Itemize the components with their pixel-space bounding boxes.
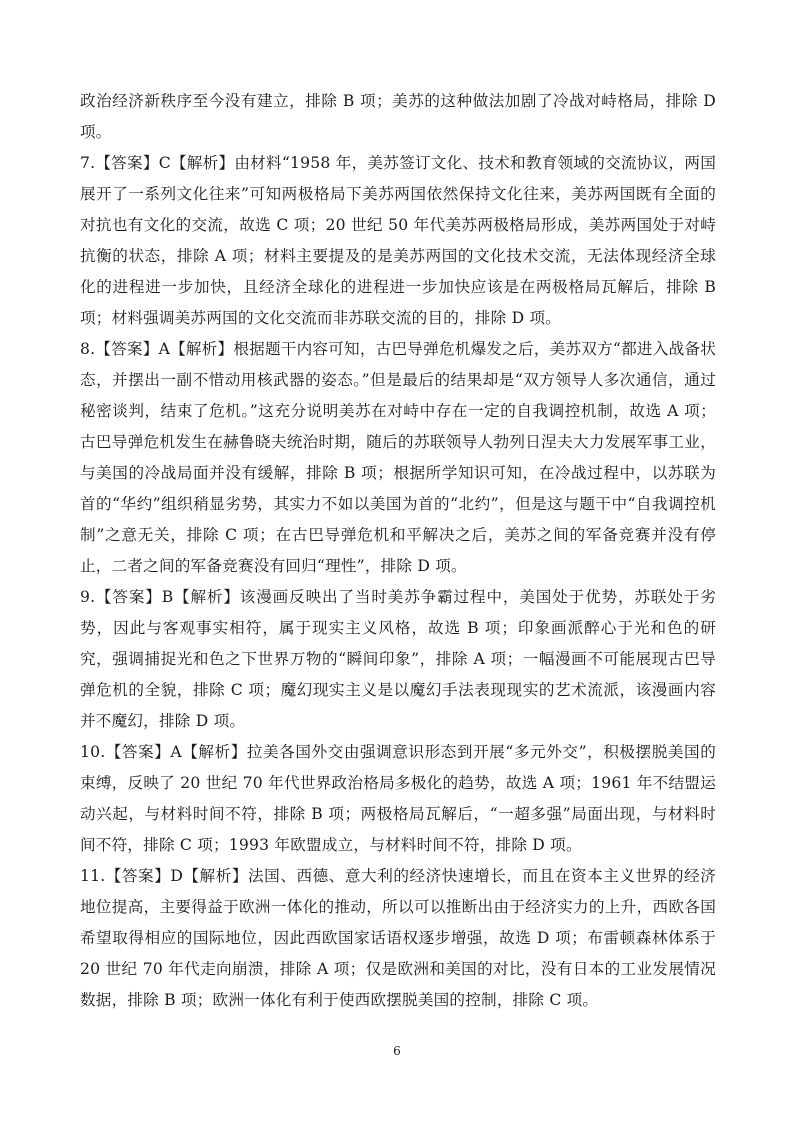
answer-tag: 【答案】A【解析】 [105, 743, 247, 761]
question-number: 11. [80, 867, 106, 885]
question-number: 8. [80, 340, 96, 358]
question-7-explanation [80, 148, 716, 334]
question-11-explanation [80, 861, 716, 1016]
explanation-text: 拉美各国外交由强调意识形态到开展“多元外交”，积极摆脱美国的束缚，反映了 20 世纪 70 年代世界政治格局多极化的趋势，故选 A 项；1961 年不结盟运动兴起，与材料时间不符，排除 B 项；两极格局瓦解后，“一超多强”局面出现，与材料时间不符，排除 C 项；1993 年欧盟成立，与材料时间不符，排除 D 项。 [80, 743, 717, 854]
answer-tag: 【答案】D【解析】 [105, 867, 249, 885]
explanation-text: 根据题干内容可知，古巴导弹危机爆发之后，美苏双方“都进入战备状态，并摆出一副不惜动用核武器的姿态。”但是最后的结果却是“双方领导人多次通信，通过秘密谈判，结束了危机。”这充分说明美苏在对峙中存在一定的自我调控机制，故选 A 项；古巴导弹危机发生在赫鲁晓夫统治时期，随后的苏联领导人勃列日涅夫大力发展军事工业，与美国的冷战局面并没有缓解，排除 B 项；根据所学知识可知，在冷战过程中，以苏联为首的“华约”组织稍显劣势，其实力不如以美国为首的“北约”，但是这与题干中“自我调控机制”之意无关，排除 C 项；在古巴导弹危机和平解决之后，美苏之间的军备竞赛并没有停止，二者之间的军备竞赛没有回归“理性”，排除 D 项。 [80, 340, 716, 575]
question-number: 7. [80, 154, 96, 172]
answer-tag: 【答案】B【解析】 [95, 588, 240, 606]
explanation-text: 由材料“1958 年，美苏签订文化、技术和教育领域的交流协议，两国展开了一系列文化往来”可知两极格局下美苏两国依然保持文化往来，美苏两国既有全面的对抗也有文化的交流，故选 C 项；20 世纪 50 年代美苏两极格局形成，美苏两国处于对峙抗衡的状态，排除 A 项；材料主要提及的是美苏两国的文化技术交流，无法体现经济全球化的进程进一步加快，且经济全球化的进程进一步加快应该是在两极格局瓦解后，排除 B 项；材料强调美苏两国的文化交流而非苏联交流的目的，排除 D 项。 [80, 154, 717, 327]
question-number: 9. [80, 588, 96, 606]
explanation-text: 该漫画反映出了当时美苏争霸过程中，美国处于优势，苏联处于劣势，因此与客观事实相符，属于现实主义风格，故选 B 项；印象画派醉心于光和色的研究，强调捕捉光和色之下世界万物的“瞬间印象”，排除 A 项；一幅漫画不可能展现古巴导弹危机的全貌，排除 C 项；魔幻现实主义是以魔幻手法表现现实的艺术流派，该漫画内容并不魔幻，排除 D 项。 [80, 588, 716, 730]
answer-tag: 【答案】C【解析】 [95, 154, 235, 172]
answer-explanations [80, 86, 716, 1016]
answer-tag: 【答案】A【解析】 [95, 340, 234, 358]
question-9-explanation [80, 582, 716, 737]
continuation-paragraph: 政治经济新秩序至今没有建立，排除 B 项；美苏的这种做法加剧了冷战对峙格局，排除 D 项。 [80, 92, 716, 141]
question-8-explanation [80, 334, 716, 582]
explanation-text: 法国、西德、意大利的经济快速增长，而且在资本主义世界的经济地位提高，主要得益于欧洲一体化的推动，所以可以推断出由于经济实力的上升，西欧各国希望取得相应的国际地位，因此西欧国家话语权逐步增强，故选 D 项；布雷顿森林体系于 20 世纪 70 年代走向崩溃，排除 A 项；仅是欧洲和美国的对比，没有日本的工业发展情况数据，排除 B 项；欧洲一体化有利于使西欧摆脱美国的控制，排除 C 项。 [80, 867, 716, 1009]
question-number: 10. [80, 743, 106, 761]
page-number: 6 [393, 1044, 401, 1058]
question-10-explanation [80, 737, 716, 861]
